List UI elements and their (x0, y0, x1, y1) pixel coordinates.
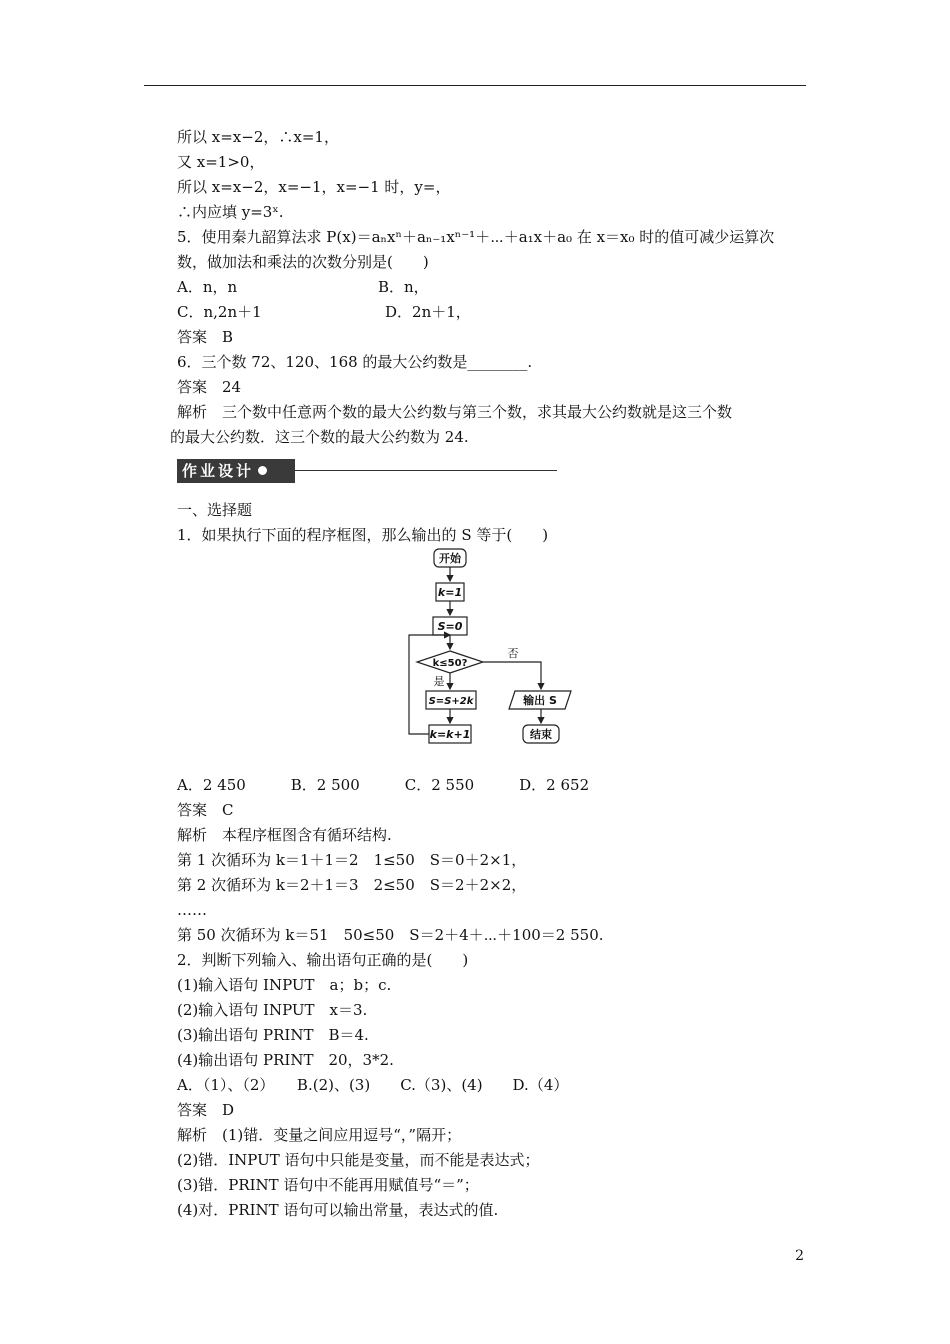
section-subtitle: 一、选择题 (177, 501, 253, 519)
flow-k-init-label: k=1 (437, 586, 463, 599)
option-b: B．n， (378, 278, 429, 296)
explanation-line: (4)对．PRINT 语句可以输出常量，表达式的值. (177, 1201, 499, 1219)
text-line: ∴内应填 y=3ˣ. (177, 203, 284, 221)
option-d: D．2n＋1， (385, 303, 471, 321)
explanation-line: (3)错．PRINT 语句中不能再用赋值号“＝”； (177, 1176, 479, 1194)
explanation-line: (2)错．INPUT 语句中只能是变量，而不能是表达式； (177, 1151, 540, 1169)
homework-question-2: 2．判断下列输入、输出语句正确的是( ) (177, 951, 469, 969)
section-header (177, 459, 557, 483)
section-title-box (177, 459, 295, 483)
explanation: 解析 (1)错．变量之间应用逗号“，”隔开； (177, 1126, 462, 1144)
section-title: 作业设计 (182, 462, 255, 480)
explanation-line: 第 50 次循环为 k＝51 50≤50 S＝2＋4＋⋯＋100＝2 550. (177, 926, 604, 944)
question-5-cont: 数，做加法和乘法的次数分别是( ) (177, 253, 429, 271)
explanation: 解析 三个数中任意两个数的最大公约数与第三个数，求其最大公约数就是这三个数 (177, 403, 733, 421)
explanation-ellipsis: …… (177, 901, 207, 919)
explanation-cont: 的最大公约数．这三个数的最大公约数为 24. (170, 428, 469, 446)
option-a: A．n，n (177, 278, 238, 296)
text-line: 又 x=1>0， (177, 153, 265, 171)
homework-2-options: A．（1）、（2） B.(2)、(3) C.（3)、(4) D.（4） (177, 1076, 569, 1094)
text-line: 所以 x=x−2，x=−1，x=−1 时，y=， (177, 178, 451, 196)
question-6: 6．三个数 72、120、168 的最大公约数是________. (177, 353, 533, 371)
bullet-dot-icon (258, 466, 267, 475)
section-rule (295, 470, 557, 471)
header-rule (144, 85, 806, 86)
statement-3: (3)输出语句 PRINT B＝4. (177, 1026, 369, 1044)
homework-question-1: 1．如果执行下面的程序框图，那么输出的 S 等于( ) (177, 526, 549, 544)
statement-4: (4)输出语句 PRINT 20，3*2. (177, 1051, 394, 1069)
answer: 答案 24 (177, 378, 242, 396)
flow-output-label: 输出 S (523, 694, 557, 707)
text-line: 所以 x=x−2，∴x=1， (177, 128, 339, 146)
answer: 答案 C (177, 801, 234, 819)
flow-no-label: 否 (507, 647, 519, 660)
statement-2: (2)输入语句 INPUT x＝3. (177, 1001, 368, 1019)
flow-end-label: 结束 (530, 728, 552, 741)
flow-s-init-label: S=0 (437, 620, 463, 633)
flow-condition-label: k≤50? (432, 658, 468, 669)
flow-k-update-label: k=k+1 (429, 728, 471, 741)
flow-start-label: 开始 (439, 552, 461, 565)
flowchart (405, 547, 585, 751)
answer: 答案 B (177, 328, 234, 346)
statement-1: (1)输入语句 INPUT a；b；c. (177, 976, 392, 994)
flow-s-update-label: S=S+2k (428, 696, 474, 707)
answer: 答案 D (177, 1101, 235, 1119)
question-5: 5．使用秦九韶算法求 P(x)＝aₙxⁿ＋aₙ₋₁xⁿ⁻¹＋⋯＋a₁x＋a₀ 在 x＝x₀ 时的值可减少运算次 (177, 228, 775, 246)
page-number: 2 (795, 1248, 804, 1264)
explanation-line: 第 1 次循环为 k＝1＋1＝2 1≤50 S＝0＋2×1， (177, 851, 527, 869)
homework-1-options: A．2 450 B．2 500 C．2 550 D．2 652 (177, 776, 590, 794)
flow-yes-label: 是 (433, 675, 445, 688)
option-c: C．n,2n＋1 (177, 303, 262, 321)
explanation-line: 第 2 次循环为 k＝2＋1＝3 2≤50 S＝2＋2×2， (177, 876, 527, 894)
explanation: 解析 本程序框图含有循环结构. (177, 826, 392, 844)
